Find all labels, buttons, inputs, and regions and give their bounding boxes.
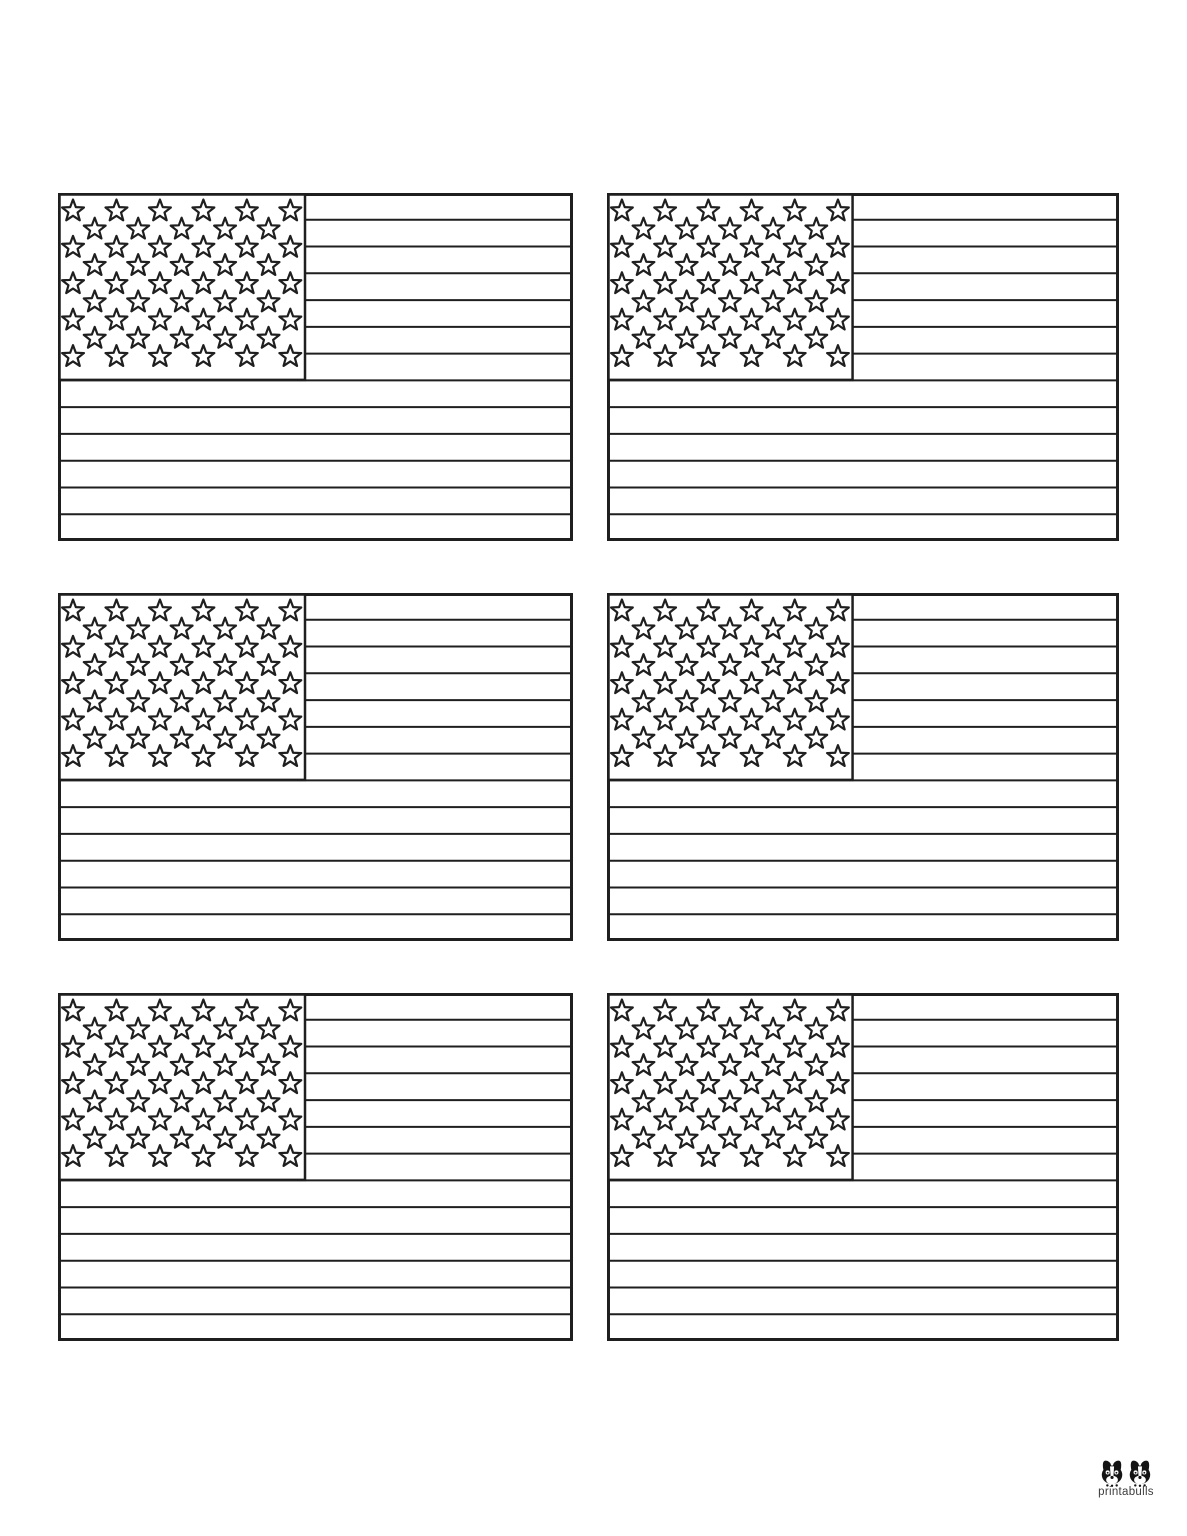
us-flag-svg: [58, 593, 573, 941]
us-flag-outline-6: [607, 993, 1119, 1341]
us-flag-outline-3: [58, 593, 573, 941]
us-flag-svg: [58, 993, 573, 1341]
us-flag-outline-4: [607, 593, 1119, 941]
brand-logo: [1090, 1457, 1162, 1498]
us-flag-svg: [58, 193, 573, 541]
us-flag-outline-1: [58, 193, 573, 541]
us-flag-svg: [607, 593, 1119, 941]
us-flag-svg: [607, 193, 1119, 541]
brand-name: printabulls: [1098, 1486, 1154, 1498]
us-flag-svg: [607, 993, 1119, 1341]
us-flag-outline-2: [607, 193, 1119, 541]
us-flag-outline-5: [58, 993, 573, 1341]
bulldogs-icon: [1099, 1457, 1153, 1487]
flag-grid: [58, 193, 1119, 1341]
